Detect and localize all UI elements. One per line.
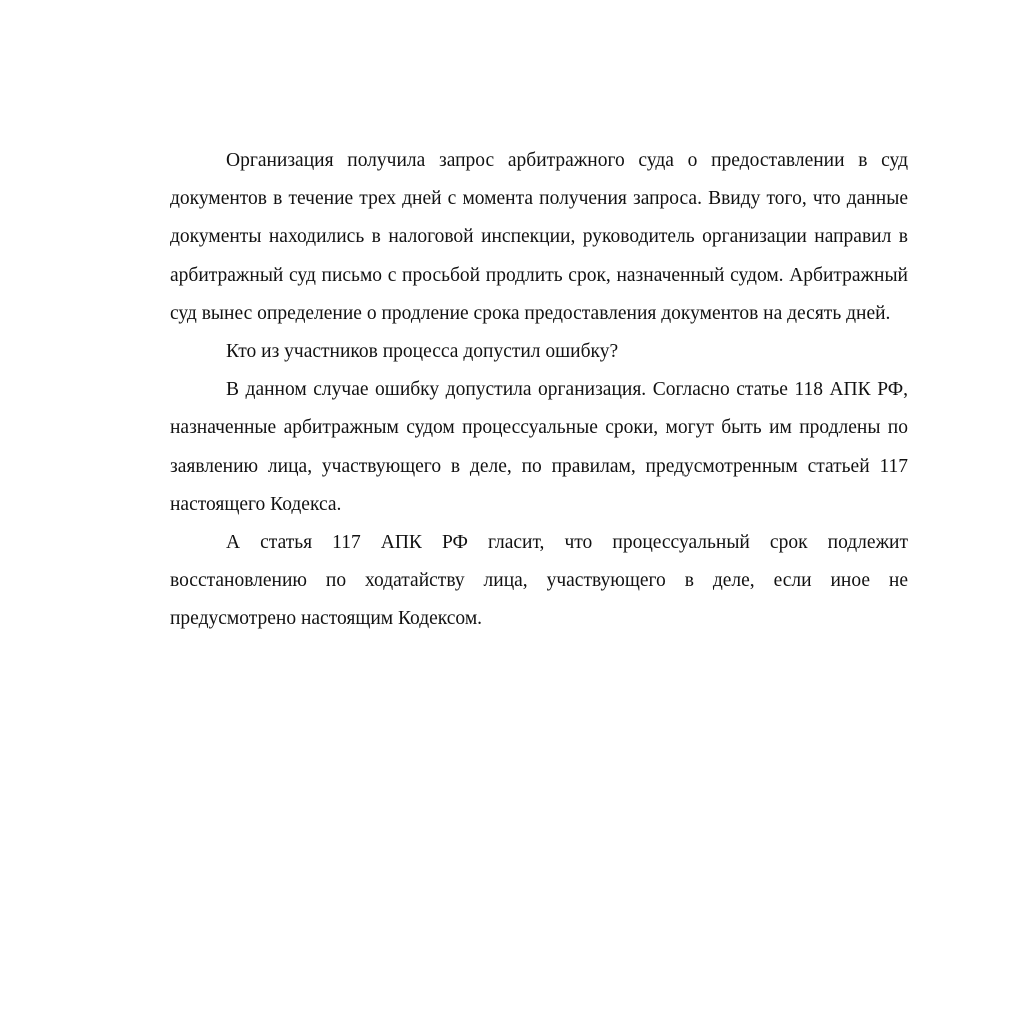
paragraph-case-description: Организация получила запрос арбитражного суда о предоставлении в суд документов в течение трех дней с момента получения запроса. Ввиду того, что данные документы находились в налоговой инспекции, руководитель организации направил в арбитражный суд письмо с просьбой продлить срок, назначенный судом. Арбитражный суд вынес определение о продление срока предоставления документов на десять дней. — [170, 150, 908, 324]
paragraph-answer: В данном случае ошибку допустила организация. Согласно статье 118 АПК РФ, назначенные арбитражным судом процессуальные сроки, могут быть им продлены по заявлению лица, участвующего в деле, по правилам, предусмотренным статьей 117 настоящего Кодекса. — [170, 379, 908, 515]
paragraph-article-117: А статья 117 АПК РФ гласит, что процессуальный срок подлежит восстановлению по ходатайству лица, участвующего в деле, если иное не предусмотрено настоящим Кодексом. — [170, 532, 908, 630]
document-page — [170, 142, 908, 639]
paragraph-question: Кто из участников процесса допустил ошибку? — [226, 341, 619, 363]
